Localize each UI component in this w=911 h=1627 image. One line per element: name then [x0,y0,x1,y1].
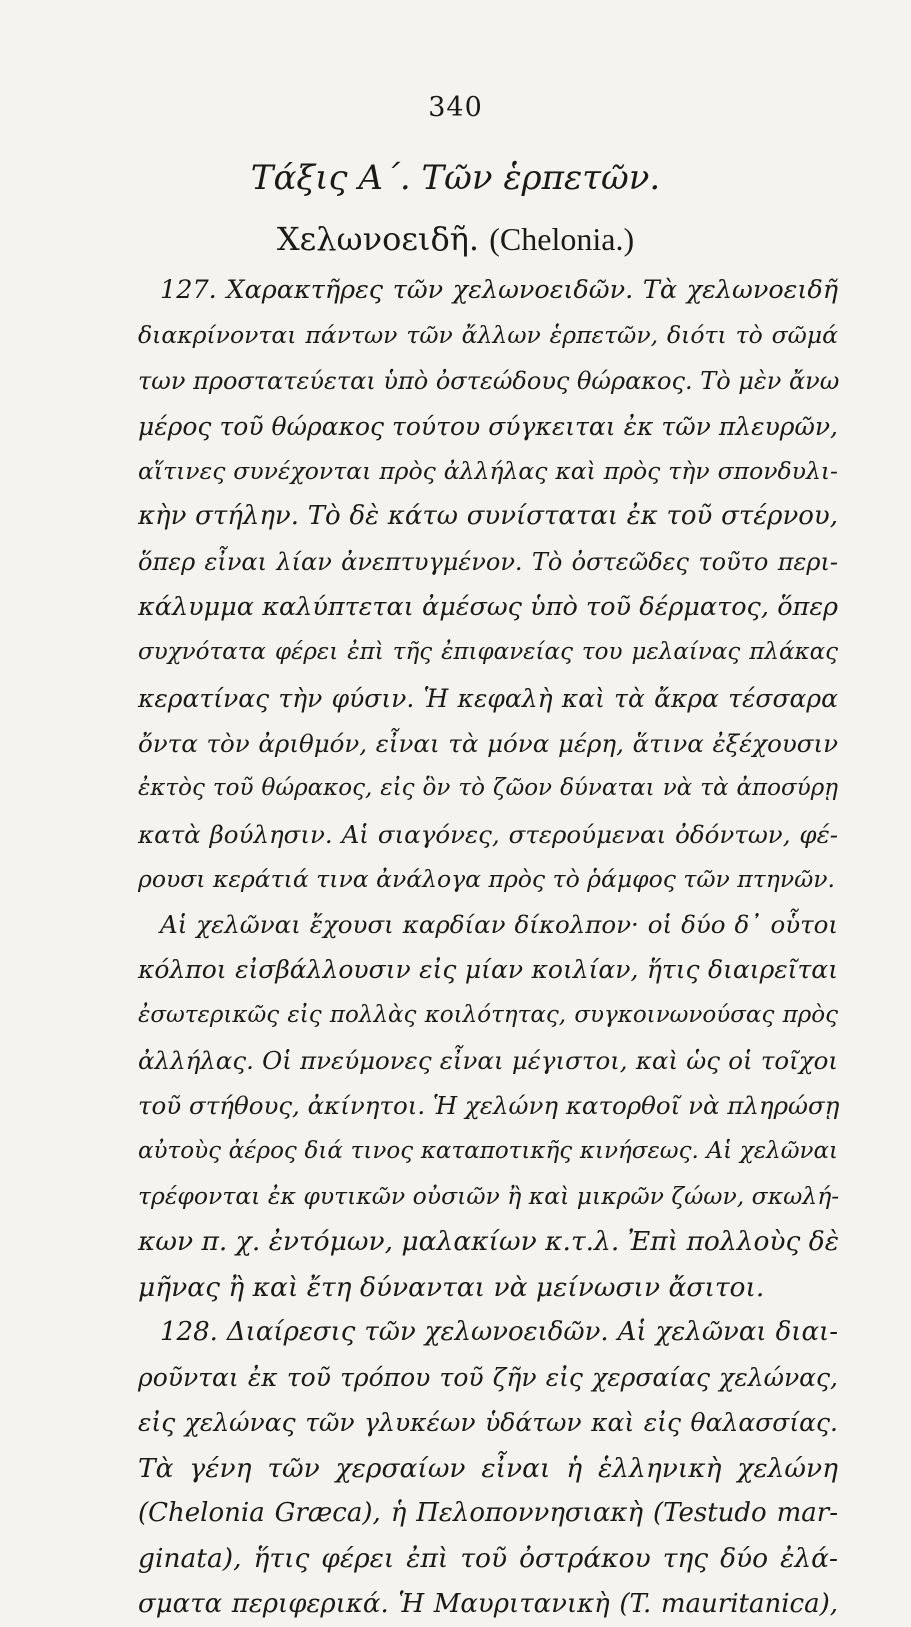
text-line: μέρος τοῦ θώρακος τούτου σύγκειται ἐκ τῶν πλευρῶν, [138,411,838,441]
text-line: κόλποι εἰσβάλλουσιν εἰς μίαν κοιλίαν, ἥτις διαιρεῖται [138,955,838,985]
text-line: 127. Χαρακτῆρες τῶν χελωνοειδῶν. Τὰ χελωνοειδῆ [160,275,838,305]
text-line: κερατίνας τὴν φύσιν. Ἡ κεφαλὴ καὶ τὰ ἄκρα τέσσαρα [138,683,838,713]
family-name-greek: Χελωνοειδῆ. [276,220,480,258]
text-line: ἐσωτερικῶς εἰς πολλὰς κοιλότητας, συγκοινωνούσας πρὸς [138,1001,838,1028]
text-line: αἵτινες συνέχονται πρὸς ἀλλήλας καὶ πρὸς τὴν σπονδυλι- [138,457,838,486]
text-line: ὅπερ εἶναι λίαν ἀνεπτυγμένον. Τὸ ὀστεῶδες τοῦτο περι- [138,547,838,576]
text-line: σματα περιφερικά. Ἡ Μαυριτανικὴ (T. mauritanica), [138,1588,838,1619]
text-line: κων π. χ. ἐντόμων, μαλακίων κ.τ.λ. Ἐπὶ πολλοὺς δὲ [138,1226,839,1258]
text-line: (Chelonia Græca), ἡ Πελοποννησιακὴ (Testudo mar- [138,1498,838,1529]
text-line: ρουσι κεράτιά τινα ἀνάλογα πρὸς τὸ ῥάμφος τῶν πτηνῶν. [138,864,836,893]
text-line: ροῦνται ἐκ τοῦ τρόπου τοῦ ζῆν εἰς χερσαίας χελώνας, [138,1363,838,1393]
text-line: κὴν στήλην. Τὸ δὲ κάτω συνίσταται ἐκ τοῦ στέρνου, [138,501,838,532]
text-line: τρέφονται ἐκ φυτικῶν οὐσιῶν ἢ καὶ μικρῶν ζώων, σκωλή- [138,1181,840,1210]
text-line: αὐτοὺς ἀέρος διά τινος καταποτικῆς κινήσεως. Αἱ χελῶναι [138,1137,838,1164]
text-line: μῆνας ἢ καὶ ἔτη δύνανται νὰ μείνωσιν ἄσιτοι. [138,1271,765,1303]
text-line: ὄντα τὸν ἀριθμόν, εἶναι τὰ μόνα μέρη, ἅτινα ἐξέχουσιν [138,728,838,758]
text-line: διακρίνονται πάντων τῶν ἄλλων ἑρπετῶν, διότι τὸ σῶμά [138,321,838,350]
text-line: 128. Διαίρεσις τῶν χελωνοειδῶν. Αἱ χελῶναι διαι- [160,1316,838,1347]
text-line: των προστατεύεται ὑπὸ ὀστεώδους θώρακος. Τὸ μὲν ἄνω [138,366,840,395]
text-line: ginata), ἥτις φέρει ἐπὶ τοῦ ὀστράκου της δύο ἐλά- [138,1543,838,1575]
text-line: κατὰ βούλησιν. Αἱ σιαγόνες, στερούμεναι ὀδόντων, φέ- [138,819,838,849]
text-line: ἀλλήλας. Οἱ πνεύμονες εἶναι μέγιστοι, καὶ ὡς οἱ τοῖχοι [138,1046,838,1076]
text-line: εἰς χελώνας τῶν γλυκέων ὑδάτων καὶ εἰς θαλασσίας. [138,1408,838,1438]
page-number: 340 [428,92,483,123]
section-heading: Τάξις Α΄. Τῶν ἑρπετῶν. [250,158,661,198]
subsection-heading [0,220,911,258]
body-text [138,268,838,1627]
text-line: Αἱ χελῶναι ἔχουσι καρδίαν δίκολπον· οἱ δύο δ᾽ οὗτοι [160,910,838,940]
text-line: κάλυμμα καλύπτεται ἀμέσως ὑπὸ τοῦ δέρματος, ὅπερ [138,592,838,623]
text-line: Τὰ γένη τῶν χερσαίων εἶναι ἡ ἑλληνικὴ χελώνη [138,1452,838,1484]
text-line: συχνότατα φέρει ἐπὶ τῆς ἐπιφανείας του μελαίνας πλάκας [138,639,838,666]
text-line: ἐκτὸς τοῦ θώρακος, εἰς ὃν τὸ ζῶον δύναται νὰ τὰ ἀποσύρῃ [138,775,838,802]
text-line: τοῦ στήθους, ἀκίνητοι. Ἡ χελώνη κατορθοῖ νὰ πληρώσῃ [138,1091,840,1121]
family-name-latin: (Chelonia.) [489,221,635,257]
